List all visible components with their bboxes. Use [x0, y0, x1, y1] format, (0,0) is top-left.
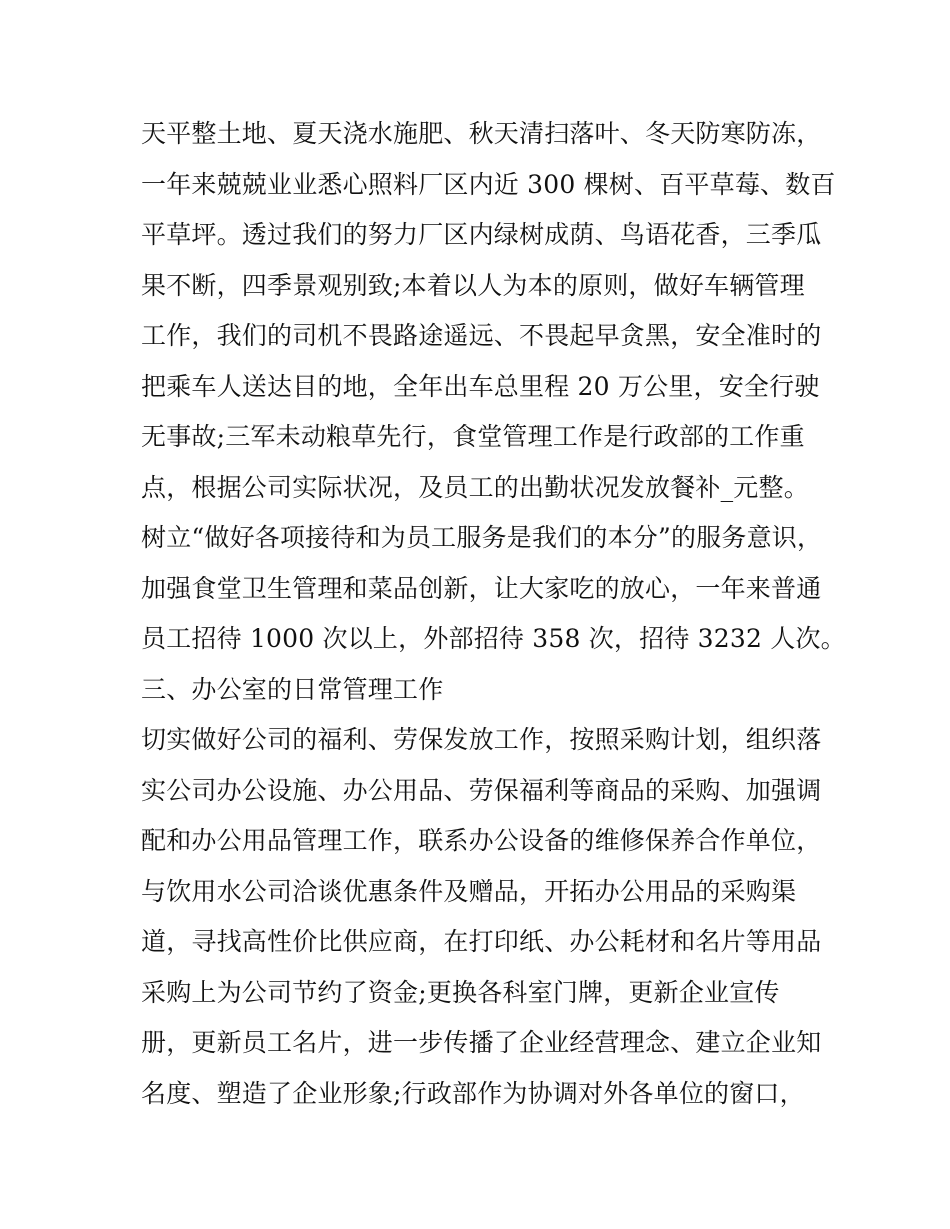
text-line-20: 名度、塑造了企业形象;行政部作为协调对外各单位的窗口，: [141, 1078, 805, 1108]
text-line-19: 册，更新员工名片，进一步传播了企业经营理念、建立企业知: [141, 1028, 822, 1057]
text-line-13: 切实做好公司的福利、劳保发放工作，按照采购计划，组织落: [141, 725, 822, 754]
text-line-10: 加强食堂卫生管理和菜品创新，让大家吃的放心，一年来普通: [141, 573, 822, 603]
text-line-3: 平草坪。透过我们的努力厂区内绿树成荫、鸟语花香，三季瓜: [141, 220, 822, 249]
text-line-16: 与饮用水公司洽谈优惠条件及赠品，开拓办公用品的采购渠: [141, 876, 797, 906]
text-line-1: 天平整土地、夏天浇水施肥、秋天清扫落叶、冬天防寒防冻，: [141, 119, 822, 148]
text-line-9: 树立“做好各项接待和为员工服务是我们的本分”的服务意识，: [141, 523, 823, 552]
section-heading: 三、办公室的日常管理工作: [141, 674, 444, 704]
text-line-4: 果不断，四季景观别致;本着以人为本的原则，做好车辆管理: [141, 270, 805, 300]
text-line-8: 点，根据公司实际状况，及员工的出勤状况发放餐补_元整。: [141, 472, 809, 502]
text-line-6: 把乘车人送达目的地，全年出车总里程 20 万公里，安全行驶: [141, 371, 820, 401]
body-text: [141, 109, 846, 1119]
text-line-5: 工作，我们的司机不畏路途遥远、不畏起早贪黑，安全准时的: [141, 321, 822, 350]
text-line-14: 实公司办公设施、办公用品、劳保福利等商品的采购、加强调: [141, 775, 822, 805]
text-line-7: 无事故;三军未动粮草先行，食堂管理工作是行政部的工作重: [141, 422, 805, 451]
text-line-17: 道，寻找高性价比供应商，在打印纸、办公耗材和名片等用品: [141, 927, 822, 956]
text-line-18: 采购上为公司节约了资金;更换各科室门牌，更新企业宣传: [141, 977, 780, 1007]
text-line-11: 员工招待 1000 次以上，外部招待 358 次，招待 3232 人次。: [141, 624, 846, 653]
text-line-15: 配和办公用品管理工作，联系办公设备的维修保养合作单位，: [141, 826, 822, 855]
text-line-2: 一年来兢兢业业悉心照料厂区内近 300 棵树、百平草莓、数百: [141, 169, 836, 199]
